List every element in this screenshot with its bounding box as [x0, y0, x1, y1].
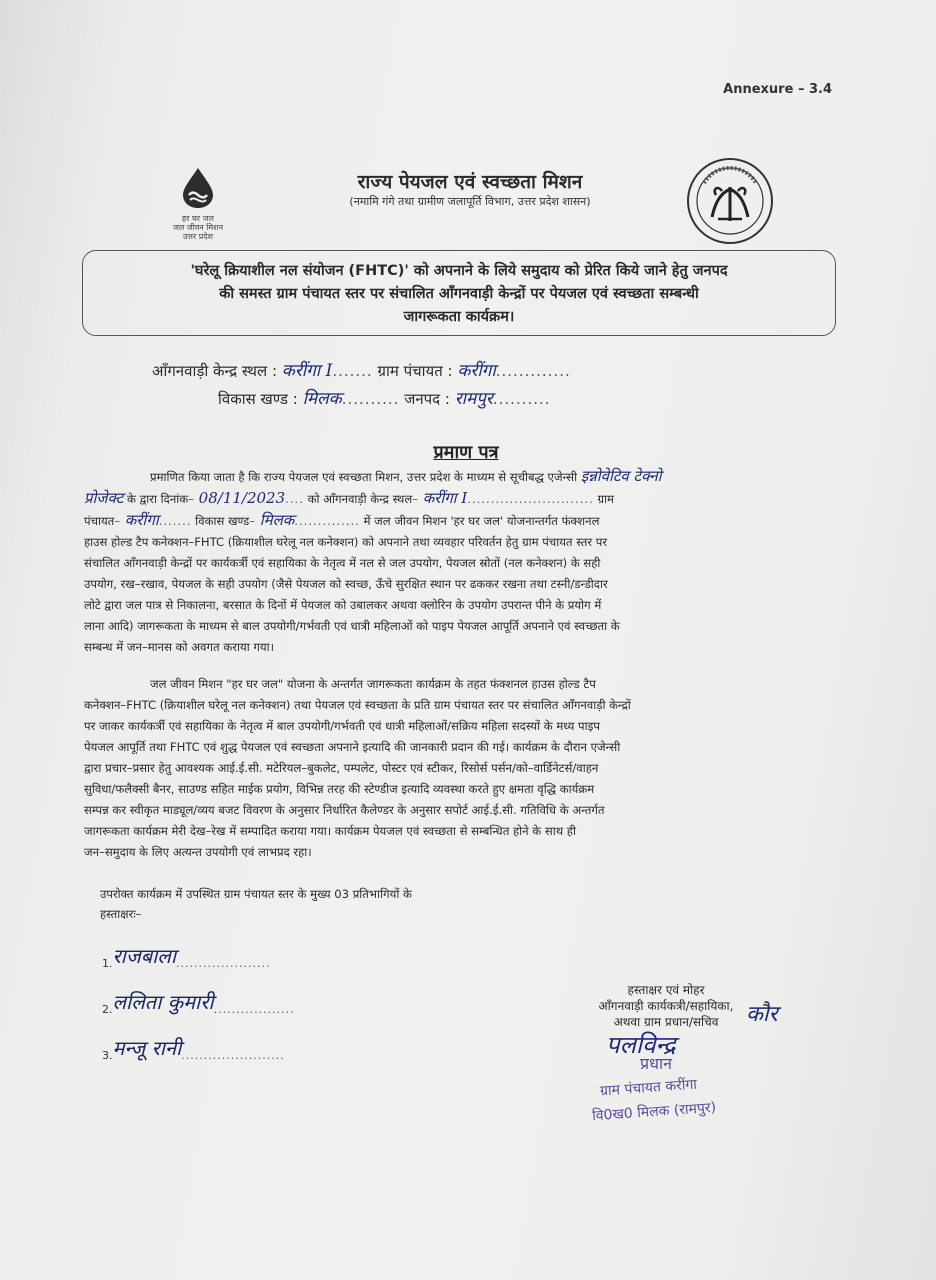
- para1-line-1: [84, 466, 836, 488]
- para1-line-1-text: प्रमाणित किया जाता है कि राज्य पेयजल एवं स्वच्छता मिशन, उत्तर प्रदेश के माध्यम से सूचीबद्ध एजेन्सी: [150, 470, 578, 484]
- para2-line-1: जल जीवन मिशन "हर घर जल" योजना के अन्तर्गत जागरूकता कार्यक्रम के तहत फंक्शनल हाउस होल्ड टैप: [150, 677, 596, 691]
- para1-line-6: उपयोग, रख–रखाव, पेयजल के सही उपयोग (जैसे पेयजल को स्वच्छ, ऊँचे सुरक्षित स्थान पर ढककर रखना तथा टस्नी/डन्डीदार: [84, 577, 608, 591]
- para2-line-8: जागरूकता कार्यक्रम मेरी देख–रेख में सम्पादित कराया गया। कार्यक्रम पेयजल एवं स्वच्छता से सम्बन्धित होने के साथ ही: [84, 824, 576, 838]
- participant-signature-3: 3.मन्जू रानी.......................: [102, 1036, 285, 1062]
- para2-line-2: कनेक्शन–FHTC (क्रियाशील घरेलू नल कनेक्शन) तथा पेयजल एवं स्वच्छता के प्रति ग्राम पंचायत स्तर पर संचालित आँगनवाड़ी केन्द्रों: [84, 698, 631, 712]
- participants-intro: उपरोक्त कार्यक्रम में उपस्थित ग्राम पंचायत स्तर के मुख्य 03 प्रतिभागियों के: [100, 887, 412, 901]
- janpad-value: रामपुर: [454, 389, 493, 409]
- logo-text-3: उत्तर प्रदेश: [183, 232, 213, 241]
- vikas-khand-value: मिलक: [302, 389, 342, 409]
- para1-line-3-text-c: में जल जीवन मिशन 'हर घर जल' योजनान्तर्गत फंक्शनल: [363, 514, 600, 528]
- anganwadi-label: आँगनवाड़ी केन्द्र स्थल :: [152, 362, 278, 380]
- agency-name-handwritten-2: प्रोजेक्ट: [84, 489, 124, 507]
- para2-line-9: जन–समुदाय के लिए अत्यन्त उपयोगी एवं लाभप्रद रहा।: [84, 845, 312, 859]
- certificate-paragraph-2: [84, 674, 836, 863]
- para1-line-7: लोटे द्वारा जल पात्र से निकालना, बरसात के दिनों में पेयजल को उबालकर अथवा क्लोरिन के उपयोग उपरान्त पीने के प्रयोग में: [84, 598, 602, 612]
- participant-signature-2: 2.ललिता कुमारी..................: [102, 990, 295, 1016]
- para1-line-3-text-a: पंचायत: [84, 514, 115, 528]
- program-title: [98, 260, 820, 329]
- signatory-line-1: हस्ताक्षर एवं मोहर: [627, 983, 705, 997]
- water-drop-icon: [178, 166, 218, 210]
- para1-line-3: पंचायत– करींगा....... विकास खण्ड– मिलक.............. में जल जीवन मिशन 'हर घर जल' योजनान्तर्गत फंक्शनल: [84, 511, 600, 529]
- logo-text-2: जल जीवन मिशन: [172, 223, 224, 232]
- up-government-seal-icon: [686, 157, 774, 245]
- date-handwritten: 08/11/2023: [198, 489, 286, 507]
- program-title-line-1: 'घरेलू क्रियाशील नल संयोजन (FHTC)' को अपनाने के लिये समुदाय को प्रेरित किये जाने हेतु जनपद: [190, 263, 728, 279]
- participant-signature-1: 1.राजबाला.....................: [102, 944, 271, 970]
- gram-panchayat-value: करींगा: [457, 361, 496, 381]
- annexure-label: Annexure – 3.4: [723, 82, 832, 97]
- para2-line-6: सुविधा/फलैक्सी बैनर, साउण्ड सहित माईक प्रयोग, विभिन्न तरह की स्टेण्डीज इत्यादि व्यवस्था करते हुए क्षमता वृद्धि कार्यक्रम: [84, 782, 595, 796]
- para2-line-4: पेयजल आपूर्ति तथा FHTC एवं शुद्ध पेयजल एवं स्वच्छता अपनाने इत्यादि की जानकारी प्रदान की गई। कार्यक्रम के दौरान एजेन्सी: [84, 740, 621, 754]
- program-title-line-2: की समस्त ग्राम पंचायत स्तर पर संचालित आँगनवाड़ी केन्द्रों पर पेयजल एवं स्वच्छता सम्बन्धी: [219, 286, 699, 302]
- stamp-gram-panchayat: ग्राम पंचायत करींगा: [599, 1076, 698, 1100]
- agency-name-handwritten: इन्नोवेटिव टेक्नो: [580, 467, 662, 485]
- para1-line-5: संचालित आँगनवाड़ी केन्द्रों पर कार्यकर्त्री एवं सहायिका के नेतृत्व में नल से जल उपयोग, पेयजल स्रोतों (नल कनेक्शन) के सही: [84, 556, 601, 570]
- janpad-label: जनपद :: [404, 390, 450, 408]
- har-ghar-jal-logo: [158, 166, 238, 241]
- para1-line-3-text-b: विकास खण्ड: [195, 514, 250, 528]
- signatory-line-3: अथवा ग्राम प्रधान/सचिव: [613, 1015, 719, 1029]
- para1-line-2-text-a: के द्वारा दिनांक: [126, 492, 189, 506]
- signature-scrawl-2: पलविन्द्र: [606, 1031, 676, 1059]
- signature-number-1: 1.: [102, 957, 113, 970]
- signatory-line-2: आँगनवाड़ी कार्यकत्री/सहायिका,: [598, 999, 734, 1013]
- certificate-title: प्रमाण पत्र: [433, 442, 499, 463]
- centre-handwritten: करींगा I: [422, 489, 468, 507]
- para1-line-2: प्रोजेक्ट के द्वारा दिनांक– 08/11/2023.... को आँगनवाड़ी केन्द्र स्थल– करींगा I........................... ग्राम: [84, 489, 614, 507]
- vikas-khand-row: विकास खण्ड : मिलक.......... जनपद : रामपुर..........: [218, 389, 551, 409]
- signature-name-3: मन्जू रानी: [112, 1036, 182, 1060]
- stamp-block: वि0ख0 मिलक (रामपुर): [591, 1099, 717, 1125]
- signature-scrawl-1: कौर: [746, 1002, 778, 1027]
- para2-line-3: पर जाकर कार्यकर्त्री एवं सहायिका के नेतृत्व में बाल उपयोगी/गर्भवती एवं धात्री महिलाओं/सक्रिय महिला सदस्यों के मध्य पाइप: [84, 719, 600, 733]
- program-title-line-3: जागरूकता कार्यक्रम।: [403, 309, 515, 325]
- logo-text-1: हर घर जल: [182, 214, 214, 223]
- participants-sign-label: हस्ताक्षरः–: [100, 907, 142, 921]
- signature-number-3: 3.: [102, 1049, 113, 1062]
- para1-line-9: सम्बन्ध में जन–मानस को अवगत कराया गया।: [84, 640, 275, 654]
- gram-panchayat-handwritten: करींगा: [124, 511, 159, 529]
- para1-line-8: लाना आदि) जागरूकता के माध्यम से बाल उपयोगी/गर्भवती एवं धात्री महिलाओं को पाइप पेयजल आपूर्ति अपनाने एवं स्वच्छता के: [84, 619, 620, 633]
- participants-intro-block: [100, 884, 520, 924]
- signature-name-2: ललिता कुमारी: [112, 990, 214, 1014]
- para1-line-4: हाउस होल्ड टैप कनेक्शन–FHTC (क्रियाशील घरेलू नल कनेक्शन) को अपनाने तथा व्यवहार परिवर्तन हेतु ग्राम पंचायत स्तर पर: [84, 535, 608, 549]
- signatory-block: [576, 982, 756, 1030]
- signature-name-1: राजबाला: [112, 944, 177, 968]
- signature-number-2: 2.: [102, 1003, 113, 1016]
- para2-line-5: द्वारा प्रचार–प्रसार हेतु आवश्यक आई.ई.सी. मटेरियल–बुकलेट, पम्पलेट, पोस्टर एवं स्टीकर, रिसोर्स पर्सन/को–वार्डिनेटर्स/वाहन: [84, 761, 599, 775]
- mission-title: राज्य पेयजल एवं स्वच्छता मिशन: [357, 171, 583, 193]
- block-handwritten: मिलक: [259, 511, 295, 529]
- para1-line-2-text-c: ग्राम: [597, 492, 614, 506]
- vikas-khand-label: विकास खण्ड :: [218, 390, 298, 408]
- para2-line-7: सम्पन्न कर स्वीकृत माड्यूल/व्यय बजट विवरण के अनुसार निर्धारित कैलेण्डर के अनुसार सपोर्ट आई.ई.सी. गतिविधि के अन्तर्गत: [84, 803, 605, 817]
- gram-panchayat-label: ग्राम पंचायत :: [377, 362, 453, 380]
- anganwadi-row: आँगनवाड़ी केन्द्र स्थल : करींगा I....... ग्राम पंचायत : करींगा.............: [152, 361, 571, 381]
- mission-subtitle: (नमामि गंगे तथा ग्रामीण जलापूर्ति विभाग, उत्तर प्रदेश शासन): [349, 195, 591, 208]
- certificate-paragraph-1: [84, 466, 836, 658]
- anganwadi-value: करींगा I: [281, 361, 333, 381]
- para1-line-2-text-b: को आँगनवाड़ी केन्द्र स्थल: [307, 492, 413, 506]
- stamp-pradhan: प्रधान: [640, 1054, 672, 1073]
